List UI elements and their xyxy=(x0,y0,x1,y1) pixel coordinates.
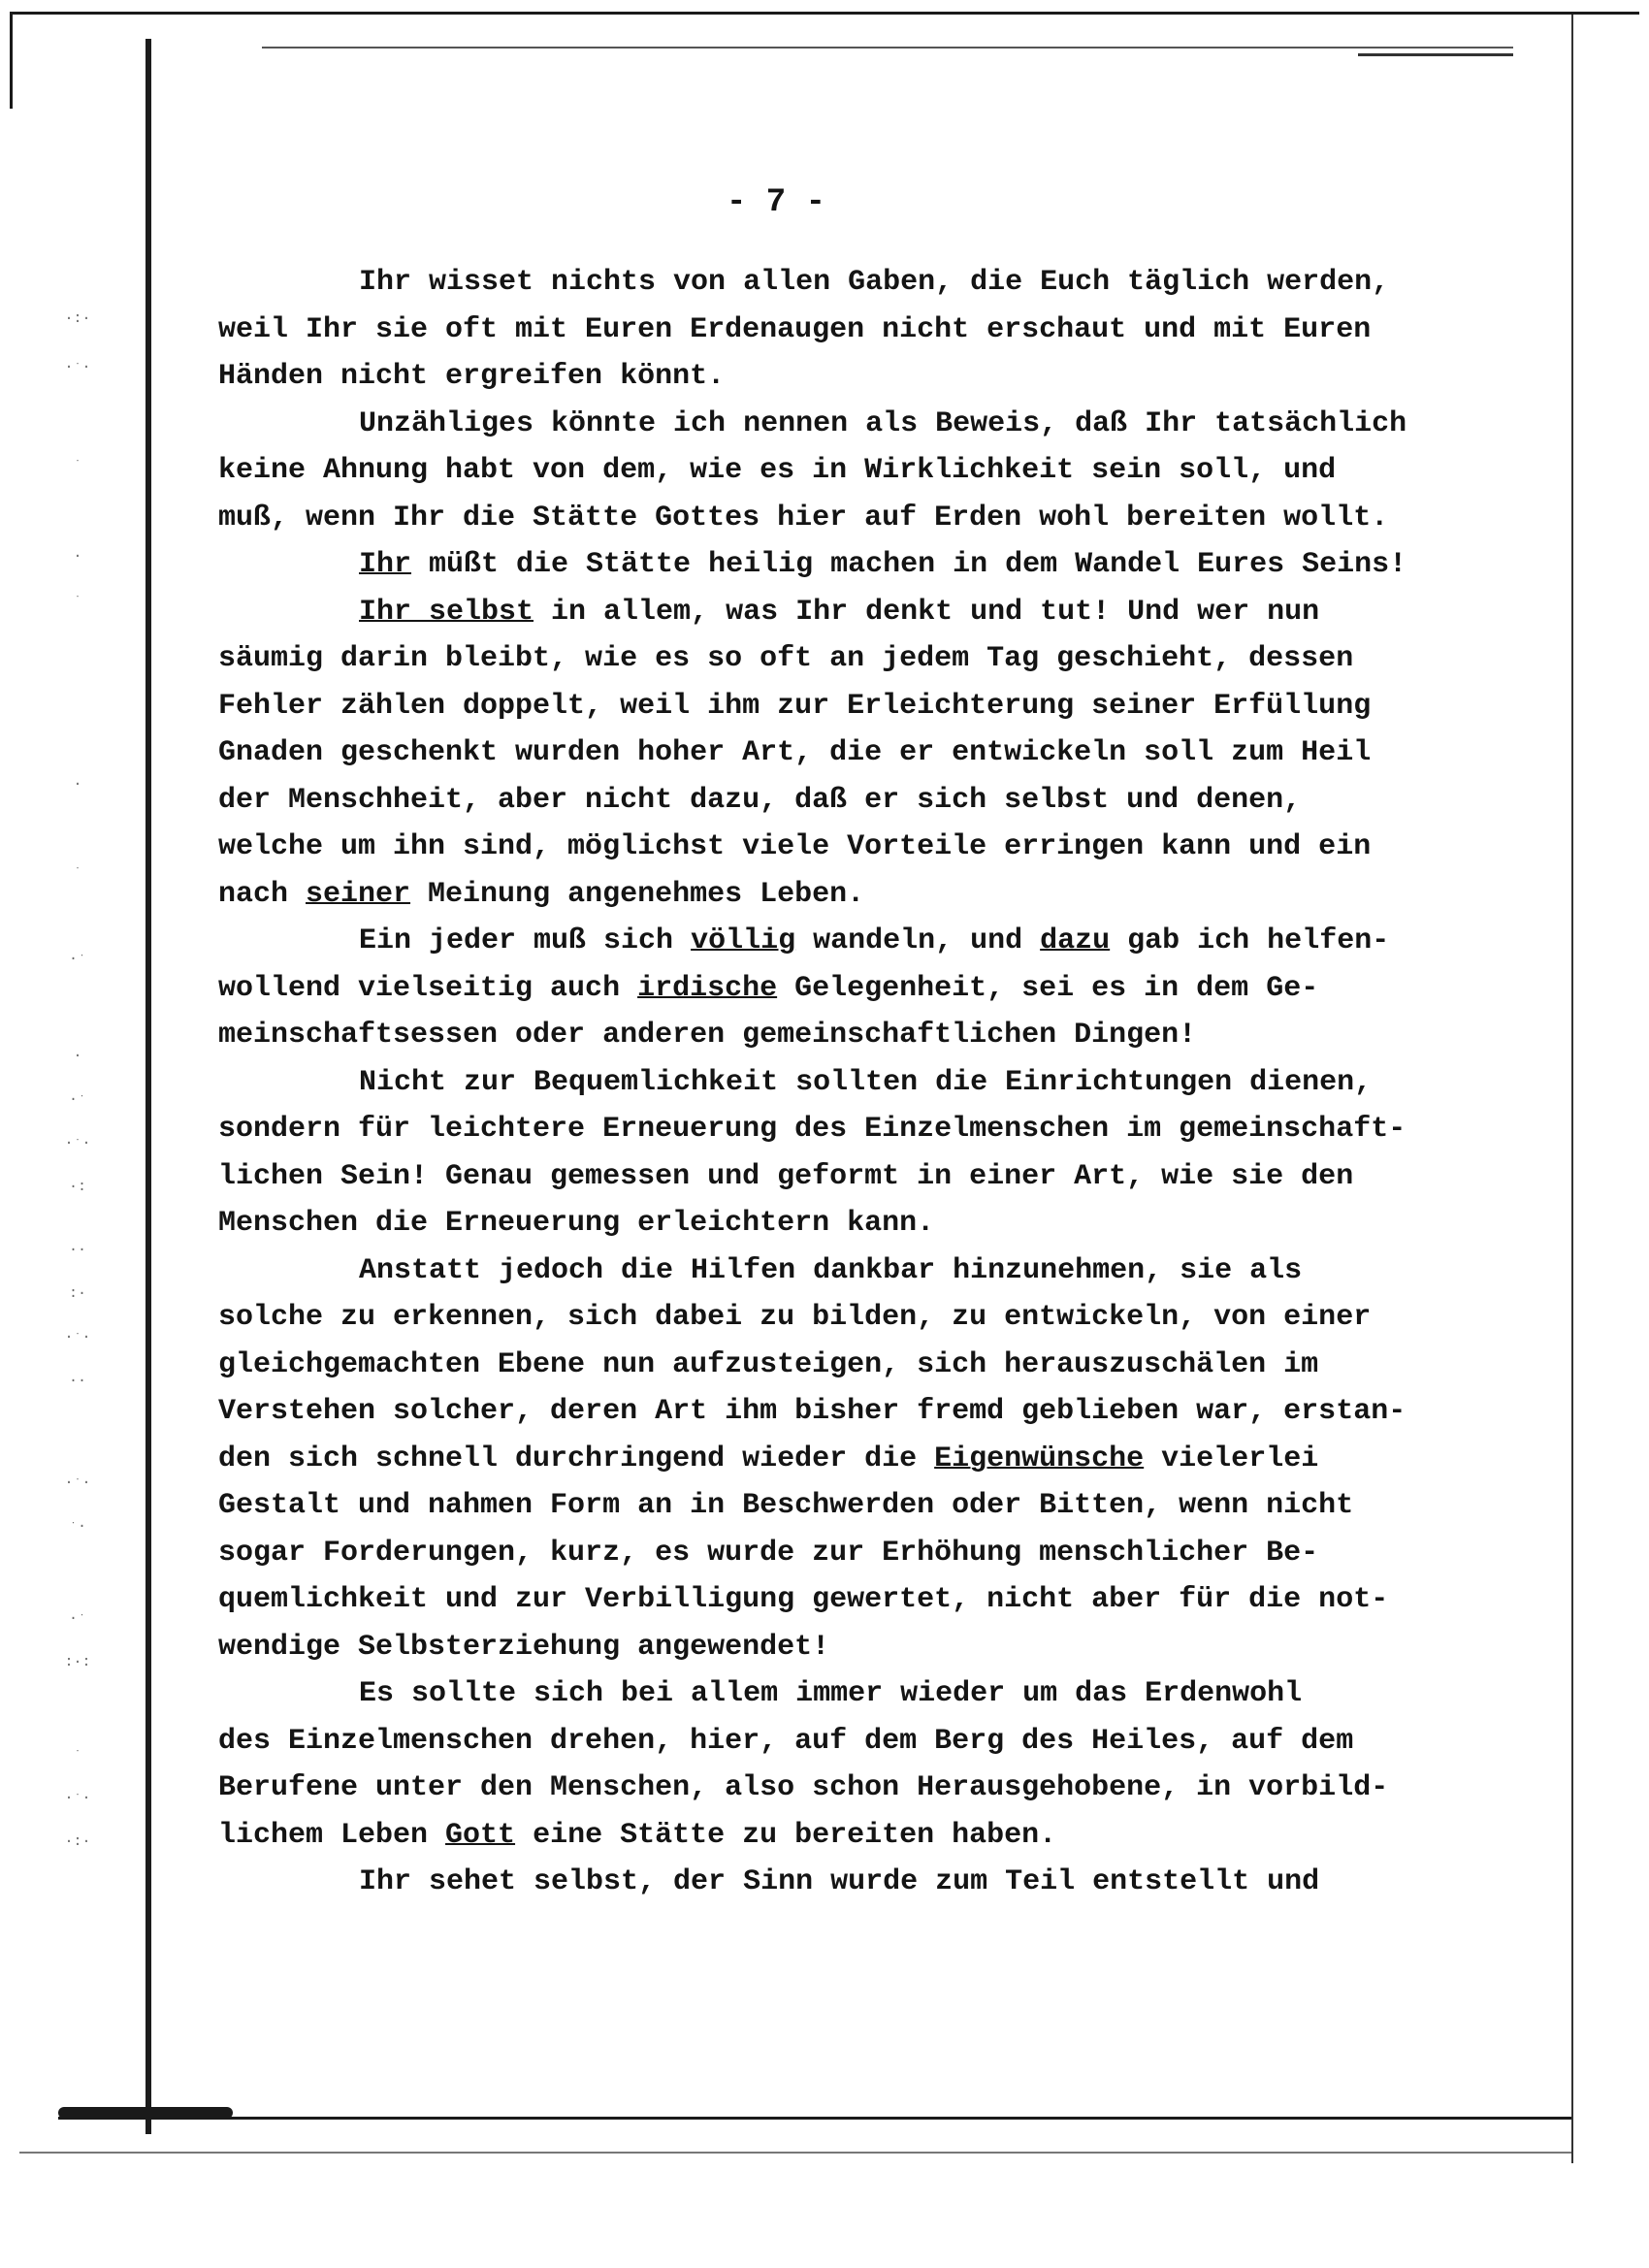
text-line xyxy=(218,1297,1371,1338)
text-segment: vielerlei xyxy=(1144,1442,1319,1475)
text-segment: meinschaftsessen oder anderen gemeinschaftlichen Dingen! xyxy=(218,1019,1197,1052)
margin-mark: ˑ xyxy=(73,1746,82,1763)
bottom-border-secondary xyxy=(19,2152,1571,2154)
header-rule-accent xyxy=(1358,53,1513,56)
text-segment: wendige Selbsterziehung angewendet! xyxy=(218,1630,830,1664)
margin-mark: ·ˑ· xyxy=(64,1329,91,1345)
text-segment: wandeln, und xyxy=(795,924,1041,957)
text-segment: lichem Leben xyxy=(218,1818,446,1852)
text-segment: lichen Sein! Genau gemessen und geformt in einer Art, wie sie den xyxy=(218,1159,1354,1193)
header-rule xyxy=(262,47,1513,49)
text-segment: Gelegenheit, sei es in dem Ge- xyxy=(777,971,1319,1005)
text-segment: sogar Forderungen, kurz, es wurde zur Erhöhung menschlicher Be- xyxy=(218,1536,1319,1570)
margin-mark: ˑ xyxy=(73,592,82,608)
text-line xyxy=(359,1062,1372,1103)
margin-mark: ·· xyxy=(68,1373,86,1389)
text-line xyxy=(218,1767,1388,1808)
text-segment: Ein jeder muß sich xyxy=(359,924,692,957)
text-segment: Fehler zählen doppelt, weil ihm zur Erleichterung seiner Erfüllung xyxy=(218,689,1372,723)
text-line xyxy=(218,1345,1318,1385)
underlined-text: irdische xyxy=(637,971,778,1005)
margin-mark: ·: xyxy=(68,1179,86,1195)
text-line xyxy=(218,1439,1318,1479)
text-segment: Händen nicht ergreifen könnt. xyxy=(218,360,726,393)
underlined-text: seiner xyxy=(306,877,411,911)
margin-mark: ·:· xyxy=(64,310,91,327)
margin-mark: ·ˑ· xyxy=(64,1474,91,1491)
text-line xyxy=(218,1156,1353,1197)
text-segment: sondern für leichtere Erneuerung des Einzelmenschen im gemeinschaft- xyxy=(218,1113,1406,1146)
margin-mark: ·ˑ xyxy=(68,1091,86,1108)
text-line xyxy=(359,1862,1319,1902)
underlined-text: völlig xyxy=(691,924,796,957)
text-segment: nach xyxy=(218,877,307,911)
text-segment: Unzähliges könnte ich nennen als Beweis, daß Ihr tatsächlich xyxy=(359,406,1407,440)
text-line xyxy=(218,874,864,915)
margin-mark: ·ˑ· xyxy=(64,359,91,375)
margin-mark: ·:· xyxy=(64,1833,91,1850)
underlined-text: Ihr selbst xyxy=(359,595,534,629)
text-line xyxy=(218,1533,1318,1573)
text-line xyxy=(218,638,1353,679)
text-line xyxy=(218,1109,1406,1150)
text-line xyxy=(218,1579,1388,1620)
margin-mark: · xyxy=(73,776,82,793)
text-segment: gleichgemachten Ebene nun aufzusteigen, sich herauszuschälen im xyxy=(218,1347,1319,1381)
text-segment: Es sollte sich bei allem immer wieder um das Erdenwohl xyxy=(359,1677,1303,1710)
margin-mark: ·ˑ xyxy=(68,1610,86,1627)
text-line xyxy=(359,404,1406,444)
top-border xyxy=(10,12,1639,15)
text-line xyxy=(359,921,1389,961)
left-binding-line xyxy=(146,39,151,2134)
text-line xyxy=(218,1721,1353,1762)
text-segment: Anstatt jedoch die Hilfen dankbar hinzunehmen, sie als xyxy=(359,1253,1303,1287)
margin-mark: ·ˑ xyxy=(68,951,86,967)
text-line xyxy=(218,450,1336,491)
text-segment: Berufene unter den Menschen, also schon Herausgehobene, in vorbild- xyxy=(218,1771,1389,1804)
margin-mark: ˑ xyxy=(73,456,82,472)
text-line xyxy=(359,262,1389,303)
text-segment: gab ich helfen- xyxy=(1110,924,1390,957)
left-corner-border xyxy=(10,12,13,109)
text-segment: muß, wenn Ihr die Stätte Gottes hier auf Erden wohl bereiten wollt. xyxy=(218,501,1389,535)
text-segment: müßt die Stätte heilig machen in dem Wandel Eures Seins! xyxy=(411,548,1407,581)
text-line xyxy=(218,1485,1353,1526)
margin-mark: · xyxy=(73,1048,82,1064)
text-line xyxy=(218,1203,934,1244)
text-segment: Ihr wisset nichts von allen Gaben, die Euch täglich werden, xyxy=(359,266,1390,299)
text-line xyxy=(218,309,1371,350)
text-line xyxy=(359,544,1406,585)
text-segment: solche zu erkennen, sich dabei zu bilden, zu entwickeln, von einer xyxy=(218,1301,1372,1334)
text-line xyxy=(218,826,1371,867)
text-line xyxy=(218,1015,1196,1055)
text-segment: Verstehen solcher, deren Art ihm bisher fremd geblieben war, erstan- xyxy=(218,1395,1406,1428)
text-segment: quemlichkeit und zur Verbilligung gewertet, nicht aber für die not- xyxy=(218,1583,1389,1616)
text-line xyxy=(218,968,1318,1009)
text-line xyxy=(218,498,1388,538)
text-line xyxy=(218,1627,829,1668)
text-segment: Menschen die Erneuerung erleichtern kann. xyxy=(218,1207,935,1240)
text-segment: der Menschheit, aber nicht dazu, daß er sich selbst und denen, xyxy=(218,783,1302,817)
text-segment: weil Ihr sie oft mit Euren Erdenaugen nicht erschaut und mit Euren xyxy=(218,312,1372,346)
margin-mark: ·· xyxy=(68,1242,86,1258)
text-segment: Gnaden geschenkt wurden hoher Art, die er entwickeln soll zum Heil xyxy=(218,736,1372,769)
text-segment: Meinung angenehmes Leben. xyxy=(410,877,865,911)
text-line xyxy=(218,686,1371,727)
page-number: - 7 - xyxy=(726,184,826,221)
margin-mark: ·ˑ· xyxy=(64,1135,91,1151)
text-line xyxy=(359,1250,1302,1291)
margin-mark: ·ˑ· xyxy=(64,1790,91,1806)
text-line xyxy=(359,592,1319,632)
right-border xyxy=(1571,15,1573,2163)
text-segment: säumig darin bleibt, wie es so oft an jedem Tag geschieht, dessen xyxy=(218,642,1354,675)
bottom-border xyxy=(58,2117,1571,2120)
underlined-text: dazu xyxy=(1040,924,1111,957)
text-segment: Nicht zur Bequemlichkeit sollten die Einrichtungen dienen, xyxy=(359,1065,1373,1099)
text-line xyxy=(218,780,1301,821)
text-segment: in allem, was Ihr denkt und tut! Und wer nun xyxy=(534,595,1320,629)
underlined-text: Eigenwünsche xyxy=(934,1442,1145,1475)
margin-mark: ˑ· xyxy=(68,1518,86,1535)
margin-mark: · xyxy=(73,548,82,565)
margin-mark: ˑ xyxy=(73,863,82,880)
text-segment: wollend vielseitig auch xyxy=(218,971,638,1005)
text-segment: keine Ahnung habt von dem, wie es in Wirklichkeit sein soll, und xyxy=(218,454,1337,487)
underlined-text: Ihr xyxy=(359,548,412,581)
text-line xyxy=(218,356,725,397)
text-segment: Ihr sehet selbst, der Sinn wurde zum Teil entstellt und xyxy=(359,1865,1320,1898)
underlined-text: Gott xyxy=(445,1818,516,1852)
text-line xyxy=(359,1673,1302,1714)
text-line xyxy=(218,1815,1056,1856)
margin-mark: :·: xyxy=(64,1654,91,1670)
text-segment: welche um ihn sind, möglichst viele Vorteile erringen kann und ein xyxy=(218,830,1372,863)
margin-mark: :· xyxy=(68,1285,86,1302)
text-line xyxy=(218,1391,1406,1432)
text-segment: eine Stätte zu bereiten haben. xyxy=(515,1818,1057,1852)
text-line xyxy=(218,732,1371,773)
text-segment: den sich schnell durchringend wieder die xyxy=(218,1442,935,1475)
text-segment: Gestalt und nahmen Form an in Beschwerden oder Bitten, wenn nicht xyxy=(218,1489,1354,1522)
text-segment: des Einzelmenschen drehen, hier, auf dem Berg des Heiles, auf dem xyxy=(218,1724,1354,1758)
